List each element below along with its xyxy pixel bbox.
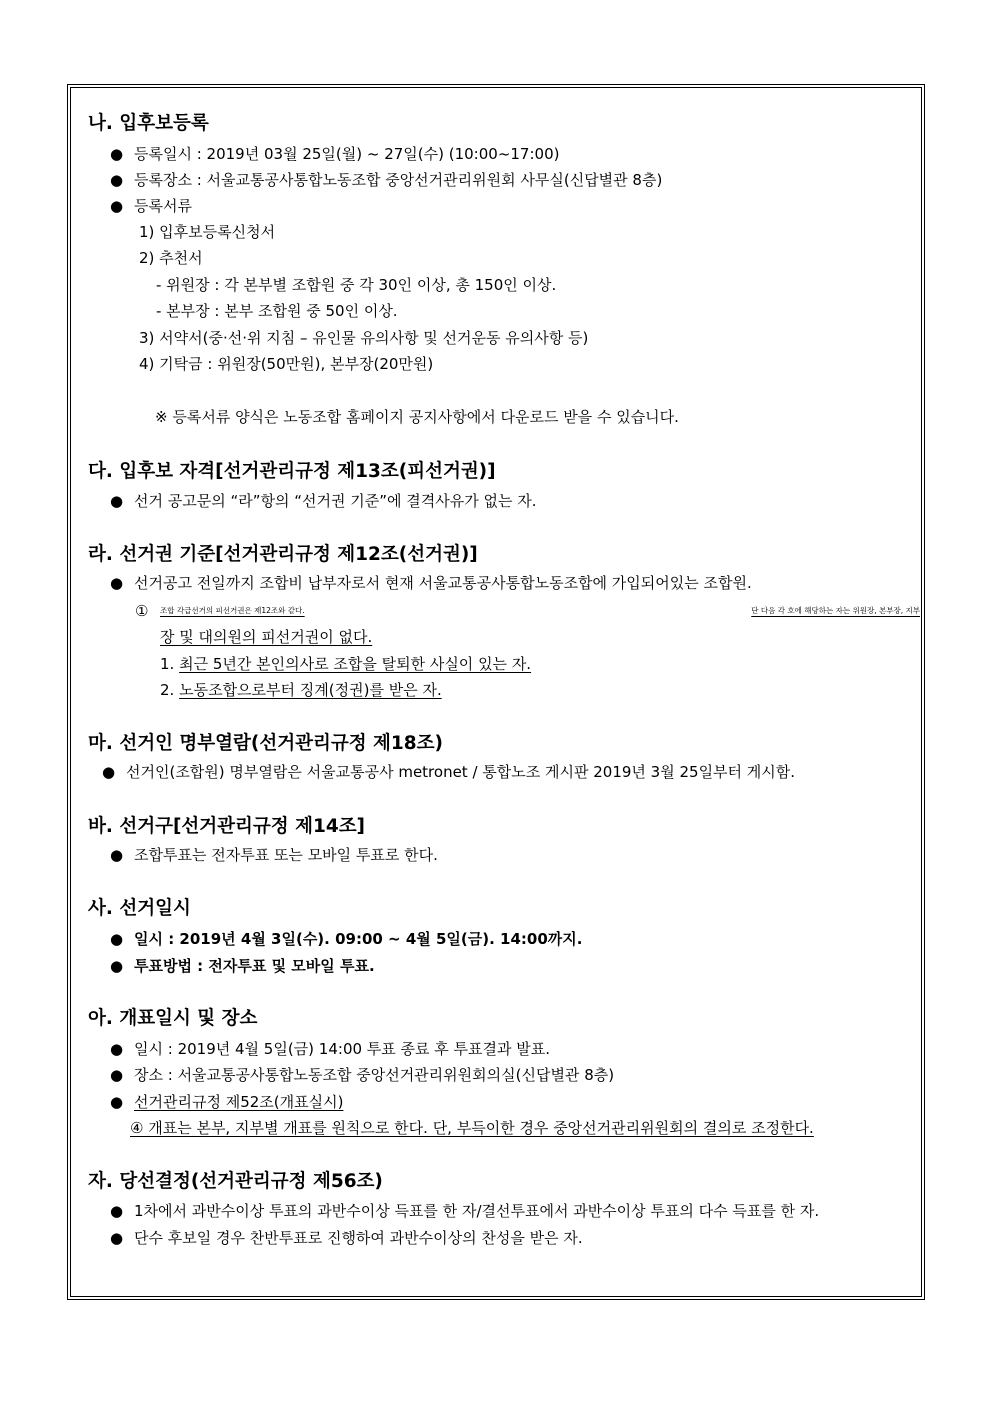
section-title-voting-right: 라. 선거권 기준[선거관리규정 제12조(선거권)] xyxy=(88,544,478,565)
list-item: ● 선거 공고문의 “라”항의 “선거권 기준”에 결격사유가 없는 자. xyxy=(110,492,537,510)
bullet-icon: ● xyxy=(110,1066,124,1084)
bullet-icon: ● xyxy=(110,574,124,592)
section-title-counting: 아. 개표일시 및 장소 xyxy=(88,1008,258,1029)
clause-line: 조합 각급선거의 피선거권은 제12조와 같다. 단 다음 각 호에 해당하는 자는 위원장, 본부장, 지부 xyxy=(160,606,920,615)
section-title-constituency: 바. 선거구[선거관리규정 제14조] xyxy=(88,816,366,837)
registration-note: ※ 등록서류 양식은 노동조합 홈페이지 공지사항에서 다운로드 받을 수 있습니다. xyxy=(155,408,679,426)
clause-subitem: 1. 최근 5년간 본인의사로 조합을 탈퇴한 사실이 있는 자. xyxy=(160,655,532,673)
list-item: ● 등록장소 : 서울교통공사통합노동조합 중앙선거관리위원회 사무실(신답별관 8층) xyxy=(110,171,663,189)
doc-subitem: - 위원장 : 각 본부별 조합원 중 각 30인 이상, 총 150인 이상. xyxy=(156,276,557,294)
list-item: ● 선거공고 전일까지 조합비 납부자로서 현재 서울교통공사통합노동조합에 가입되어있는 조합원. xyxy=(110,574,752,592)
doc-item: 4) 기탁금 : 위원장(50만원), 본부장(20만원) xyxy=(139,355,434,373)
doc-subitem: - 본부장 : 본부 조합원 중 50인 이상. xyxy=(156,302,398,320)
list-item: ● 단수 후보일 경우 찬반투표로 진행하여 과반수이상의 찬성을 받은 자. xyxy=(110,1229,583,1247)
list-item: ● 조합투표는 전자투표 또는 모바일 투표로 한다. xyxy=(110,846,438,864)
bullet-icon: ● xyxy=(110,197,124,215)
section-title-eligibility: 다. 입후보 자격[선거관리규정 제13조(피선거권)] xyxy=(88,461,496,482)
section-title-winner: 자. 당선결정(선거관리규정 제56조) xyxy=(88,1171,383,1192)
clause-number: ① xyxy=(135,602,149,620)
section-title-election-date: 사. 선거일시 xyxy=(88,898,191,919)
bullet-icon: ● xyxy=(110,1202,124,1220)
bullet-icon: ● xyxy=(110,171,124,189)
bullet-icon: ● xyxy=(110,1040,124,1058)
list-item: ● 투표방법 : 전자투표 및 모바일 투표. xyxy=(110,957,375,975)
bullet-icon: ● xyxy=(110,145,124,163)
doc-item: 1) 입후보등록신청서 xyxy=(139,223,276,241)
clause-subitem: 2. 노동조합으로부터 징계(정권)를 받은 자. xyxy=(160,681,442,699)
list-item: ● 선거관리규정 제52조(개표실시) xyxy=(110,1093,344,1111)
clause-line: 장 및 대의원의 피선거권이 없다. xyxy=(160,628,373,646)
list-item: ● 등록일시 : 2019년 03월 25일(월) ~ 27일(수) (10:00~17:00) xyxy=(110,145,560,163)
list-item: ● 1차에서 과반수이상 투표의 과반수이상 득표를 한 자/결선투표에서 과반수이상 투표의 다수 득표를 한 자. xyxy=(110,1202,820,1220)
bullet-icon: ● xyxy=(110,492,124,510)
bullet-icon: ● xyxy=(110,930,124,948)
counting-rule-detail: ④ 개표는 본부, 지부별 개표를 원칙으로 한다. 단, 부득이한 경우 중앙선거관리위원회의 결의로 조정한다. xyxy=(130,1119,814,1137)
doc-item: 2) 추천서 xyxy=(139,249,203,267)
list-item: ● 선거인(조합원) 명부열람은 서울교통공사 metronet / 통합노조 게시판 2019년 3월 25일부터 게시함. xyxy=(102,763,796,781)
list-item: ● 등록서류 xyxy=(110,197,192,215)
bullet-icon: ● xyxy=(110,846,124,864)
list-item: ● 장소 : 서울교통공사통합노동조합 중앙선거관리위원회의실(신답별관 8층) xyxy=(110,1066,615,1084)
bullet-icon: ● xyxy=(110,957,124,975)
section-title-voter-list: 마. 선거인 명부열람(선거관리규정 제18조) xyxy=(88,733,443,754)
bullet-icon: ● xyxy=(102,763,116,781)
section-title-registration: 나. 입후보등록 xyxy=(88,113,209,134)
list-item: ● 일시 : 2019년 4월 5일(금) 14:00 투표 종료 후 투표결과 발표. xyxy=(110,1040,551,1058)
bullet-icon: ● xyxy=(110,1093,124,1111)
list-item: ● 일시 : 2019년 4월 3일(수). 09:00 ~ 4월 5일(금). 14:00까지. xyxy=(110,930,583,948)
doc-item: 3) 서약서(중·선·위 지침 – 유인물 유의사항 및 선거운동 유의사항 등) xyxy=(139,329,589,347)
bullet-icon: ● xyxy=(110,1229,124,1247)
